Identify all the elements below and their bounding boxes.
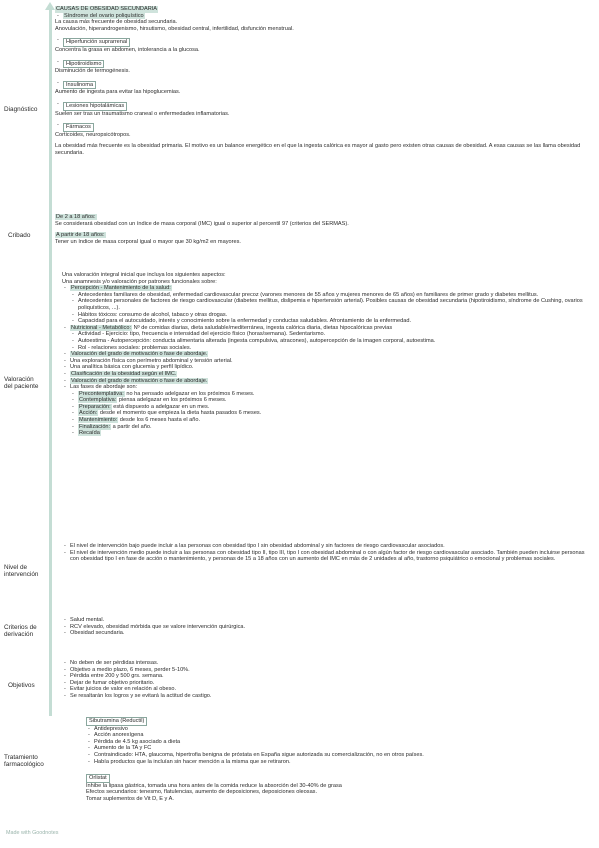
section-label-cribado: Cribado [8,232,31,239]
cause-4: - Lesiones hipotalámicas Suelen ser tras un traumatismo craneal o enfermedades inflamatorias. [55,101,585,117]
cause-5: - Fármacos Corticoides, neuropsicótropos. [55,122,585,138]
section-label-derivacion: Criterios de derivación [4,624,37,639]
section-label-nivel: Nivel de intervención [4,564,39,579]
goodnotes-watermark: Made with Goodnotes [6,830,59,836]
section-label-valoracion: Valoración del paciente [4,376,39,391]
tratamiento-section: Sibutramina (Reductil) - Antidepresivo - Acción anorexígena - Pérdida de 4.5 kg asociado a dieta - Aumento de la TA y FC - Contraindicado: HTA, glaucoma, hipertrofia benigna de próstata en España sigue autorizada su comercialización, no en otros países. - Había productos que la incluían sin hacer mención a la misma que se retiraron. Orlistat Inhibe la lipasa gástrica, tomada una hora antes de la comida reduce la absorción del 30-40% de grasa Efectos secundarios: tenesmo, flatulencias, aumento de deposiciones, deposiciones oleosas. Tomar suplementos de Vit D, E y A. [86,716,585,803]
valoracion-section: Una valoración integral inicial que incluya los siguientes aspectos: Una anamnesis y/o valoración por patrones funcionales sobre: - Percepción - Mantenimiento de la salud: - Antecedentes familiares de obesidad, enfermedad cardiovascular precoz (varones menores de 55 años y mujeres menores de 65 años) en familiares de primer grado y diabetes mellitus. - Antecedentes personales de factores de riesgo cardiovascular (diabetes mellitus, dislipemia e hipertensión arterial). Posibles causas de obesidad secundaria (hipotiroidismo, síndrome de Cushing, ovarios poliquísticos, ...). - Hábitos tóxicos: consumo de alcohol, tabaco y otras drogas. - Capacidad para el autocuidado, interés y conocimiento sobre la enfermedad y conductas saludables. Afrontamiento de la enfermedad. - Nutricional - Metabólico: Nº de comidas diarias, dieta saludable/mediterránea, ingesta calórica diaria, dietas hipocalóricas previas - Actividad - Ejercicio: tipo, frecuencia e intensidad del ejercicio físico (horas/semana). Sedentarismo. - Autoestima - Autopercepción: conducta alimentaria alterada (ingesta compulsiva, atracones), autopercepción de la imagen corporal, autoestima. - Rol - relaciones sociales: problemas sociales. - Valoración del grado de motivación o fase de abordaje. - Una exploración física con perímetro abdominal y tensión arterial. - Una analítica básica con glucemia y perfil lipídico. - Clasificación de la obesidad según el IMC. - Valoración del grado de motivación o fase de abordaje. - Las fases de abordaje son: - Precontemplativa: no ha pensado adelgazar en los próximos 6 meses. - Contemplativa: piensa adelgazar en los próximos 6 meses. - Preparación: está dispuesto a adelgazar en un mes. - Acción: desde el momento que empieza la dieta hasta pasados 6 meses. - Mantenimiento: desde los 6 meses hasta el año. - Finalización: a partir del año. - Recaída [62,272,585,437]
diagnostico-closing: La obesidad más frecuente es la obesidad primaria. El motivo es un balance energético en el que la ingesta calórica es mayor al gasto pero existen otras causas de obesidad. A esas causas se las llama obesidad secundaria. [55,143,581,156]
diagnostico-section [55,6,585,157]
causes-heading: CAUSAS DE OBESIDAD SECUNDARIA [56,6,158,12]
section-label-objetivos: Objetivos [8,682,35,689]
objetivos-section: - No deben de ser pérdidas intensas. - Objetivo a medio plazo, 6 meses, perder 5-10%. - Pérdida entre 200 y 500 grs. semana. - Dejar de fumar objetivo prioritario. - Evitar juicios de valor en relación al obeso. - Se resaltarán los logros y se evitará la actitud de castigo. [62,660,585,700]
section-label-tratamiento: Tratamiento farmacológico [4,754,44,769]
section-label-diagnostico: Diagnóstico [4,106,38,113]
vertical-arrow [49,8,52,716]
cribado-section: De 2 a 18 años: Se considerará obesidad con un índice de masa corporal (IMC) igual o superior al percentil 97 (criterios del SERMAS). A partir de 18 años: Tener un índice de masa corporal igual o mayor que 30 kg/m2 en mayores. [55,214,349,245]
cause-1: - Hiperfunción suprarrenal Concentra la grasa en abdomen, intolerancia a la glucosa. [55,37,585,53]
cause-0: - Síndrome del ovario poliquístico La causa más frecuente de obesidad secundaria. Anovulación, hiperandrogenismo, hirsutismo, obesidad central, infertilidad, disfunción menstrual. [55,13,585,33]
cause-2: - Hipotiroidismo Disminución de termogénesis. [55,59,585,75]
derivacion-section: - Salud mental. - RCV elevado, obesidad mórbida que se valore intervención quirúrgica. - Obesidad secundaria. [62,617,585,637]
nivel-section: - El nivel de intervención bajo puede incluir a las personas con obesidad tipo I sin obesidad abdominal y sin factores de riesgo cardiovascular asociados. - El nivel de intervención medio puede incluir a las personas con obesidad tipo II, tipo III, tipo I con obesidad abdominal o con algún factor de riesgo cardiovascular asociado. También pueden incluirse personas con obesidad tipo I en fase de acción o mantenimiento, y personas de 15 a 18 años con un aumento del IMC en más de 2 unidades al año, trastorno psiquiátrico o emocional y problemas sociales. [62,543,585,563]
cause-3: - Insulinoma Aumento de ingesta para evitar las hipoglucemias. [55,80,585,96]
